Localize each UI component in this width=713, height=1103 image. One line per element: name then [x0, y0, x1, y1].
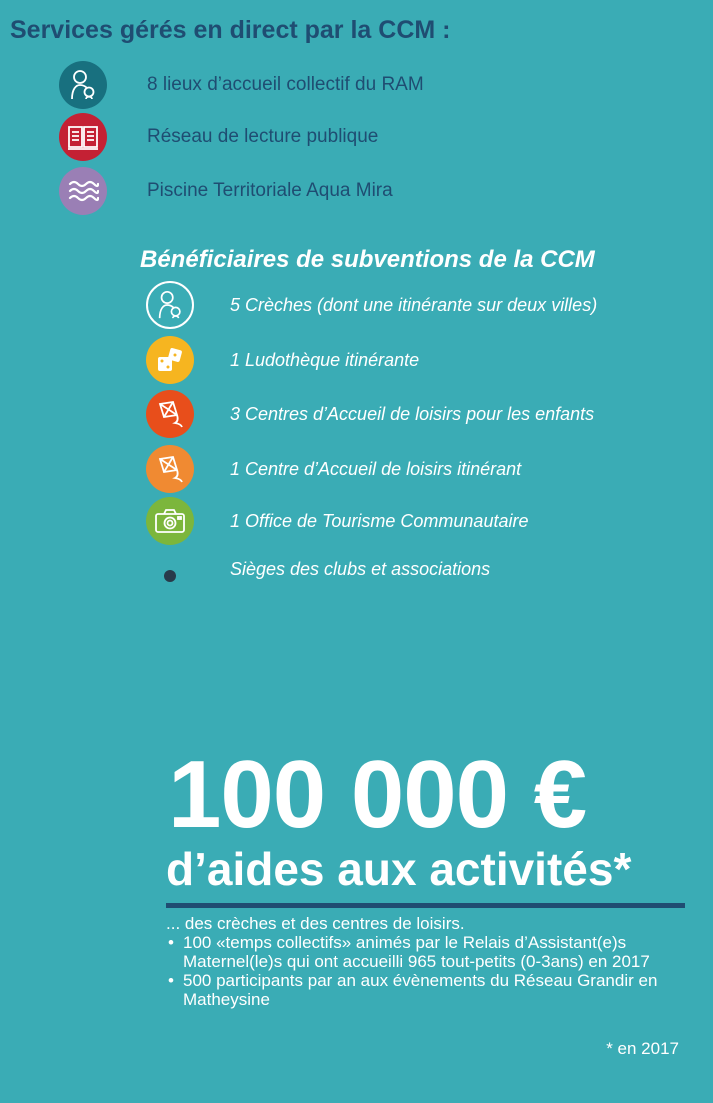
beneficiary-label: 3 Centres d’Accueil de loisirs pour les enfants — [230, 403, 595, 424]
beneficiary-label: Sièges des clubs et associations — [230, 558, 491, 579]
service-label: Réseau de lecture publique — [147, 126, 379, 147]
divider — [166, 903, 685, 908]
aid-amount: 100 000 € — [168, 741, 587, 848]
footnote: * en 2017 — [606, 1039, 679, 1058]
beneficiary-label: 5 Crèches (dont une itinérante sur deux villes) — [230, 294, 598, 315]
service-item-lecture — [59, 113, 379, 161]
dice-icon — [146, 336, 194, 384]
aid-subtitle: d’aides aux activités* — [166, 843, 632, 895]
book-icon — [59, 113, 107, 161]
page-title: Services gérés en direct par la CCM : — [10, 16, 451, 44]
service-item-piscine — [59, 167, 393, 215]
dot-icon — [164, 570, 176, 582]
details-list — [166, 933, 666, 1009]
waves-icon — [59, 167, 107, 215]
kite-icon — [146, 445, 194, 493]
camera-icon — [146, 497, 194, 545]
beneficiary-item-ludotheque — [146, 336, 420, 384]
list-item: • 500 participants par an aux évènements du Réseau Grandir en Matheysine — [166, 971, 666, 1009]
beneficiary-label: 1 Office de Tourisme Communautaire — [230, 510, 529, 531]
beneficiary-label: 1 Ludothèque itinérante — [230, 349, 420, 370]
mother-baby-icon — [146, 281, 194, 329]
beneficiary-item-centre-itinerant — [146, 445, 522, 493]
beneficiary-item-tourisme — [146, 497, 529, 545]
list-item: • 100 «temps collectifs» animés par le Relais d’Assistant(e)s Maternel(le)s qui ont accueilli 965 tout-petits (0-3ans) en 2017 — [166, 933, 666, 971]
details-intro: ... des crèches et des centres de loisirs. — [166, 914, 465, 933]
beneficiary-item-clubs — [146, 545, 491, 593]
service-label: 8 lieux d’accueil collectif du RAM — [147, 74, 424, 95]
aid-details — [166, 914, 666, 1009]
beneficiary-label: 1 Centre d’Accueil de loisirs itinérant — [230, 458, 522, 479]
service-label: Piscine Territoriale Aqua Mira — [147, 180, 393, 201]
beneficiaries-title: Bénéficiaires de subventions de la CCM — [140, 246, 595, 273]
mother-baby-icon — [59, 61, 107, 109]
service-item-ram — [59, 61, 424, 109]
beneficiary-item-centres-loisirs — [146, 390, 595, 438]
kite-icon — [146, 390, 194, 438]
beneficiary-item-creches — [146, 281, 598, 329]
